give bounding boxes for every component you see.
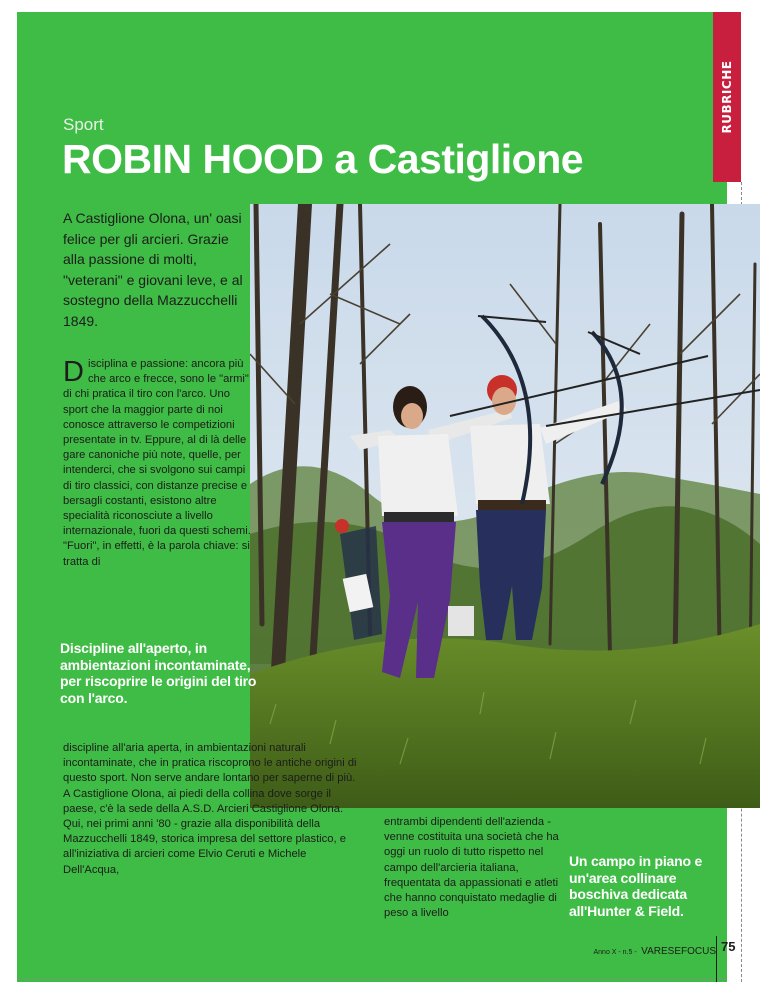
headline-rest: a Castiglione <box>334 136 584 182</box>
headline-main: ROBIN HOOD <box>62 136 324 182</box>
article-lead: A Castiglione Olona, un' oasi felice per gli arcieri. Grazie alla passione di molti, "veterani" e giovani leve, e al sostegno della Mazzucchelli 1849. <box>63 210 243 329</box>
page-number: 75 <box>721 939 736 954</box>
article-body-column-2: discipline all'aria aperta, in ambientazioni naturali incontaminate, che in pratica riscoprono le antiche origini di questo sport. Non serve andare lontano per saperne di più. A Castiglione Olona, ai piedi della collina dove sorge il paese, c'è la sede della A.S.D. Arcieri Castiglione Olona. Qui, nei primi anni '80 - grazie alla disponibilità della Mazzucchelli 1849, storica impresa del settore plastico, e all'iniziativa di arcieri come Elvio Ceruti e Michele Dell'Acqua, <box>63 742 357 876</box>
article-body-column-1 <box>63 357 251 570</box>
drop-cap: D <box>63 356 84 388</box>
pull-quote-1: Discipline all'aperto, in ambientazioni incontaminate, per riscoprire le origini del tiro con l'arco. <box>60 640 257 706</box>
archers-photo <box>250 204 760 808</box>
pull-quote-2: Un campo in piano e un'area collinare boschiva dedicata all'Hunter & Field. <box>569 853 703 919</box>
page-footer <box>594 941 717 959</box>
footer-magazine: VARESEFOCUS <box>641 946 716 957</box>
section-tab-label: RUBRICHE <box>720 60 734 134</box>
page-edge-dashed-line <box>17 979 727 980</box>
rubric-label: Sport <box>63 115 104 134</box>
article-headline <box>62 136 583 183</box>
section-tab <box>713 12 741 182</box>
page-number-divider <box>716 936 717 982</box>
body-column-1-text: isciplina e passione: ancora più che arco e frecce, sono le "armi" di chi pratica il tiro con l'arco. Uno sport che la maggior parte di noi conosce attraverso le competizioni presentate in tv. Eppure, al di là delle gare canoniche più note, quelle, per intenderci, che si svolgono sui campi di tiro classici, con distanze precise e bersagli costanti, esistono altre specialità riconosciute a livello internazionale, fuori da questi schemi. "Fuori", in effetti, è la parola chiave: si tratta di <box>63 358 251 568</box>
article-body-column-3: entrambi dipendenti dell'azienda - venne costituita una società che ha oggi un ruolo di tutto rispetto nel campo dell'arcieria italiana, frequentata da appassionati e atleti che hanno conquistato medaglie di peso a livello <box>384 816 559 920</box>
footer-issue: Anno X - n.5 - <box>593 949 637 956</box>
